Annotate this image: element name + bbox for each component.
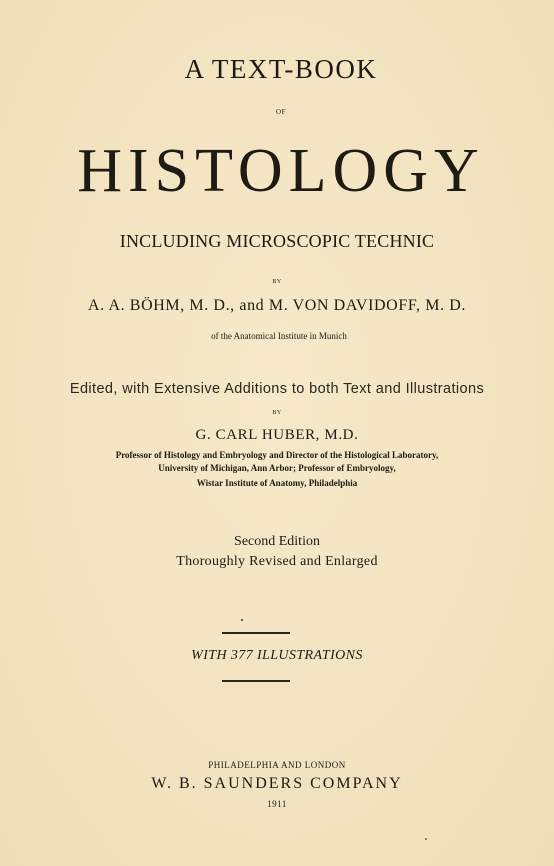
publisher-cities: PHILADELPHIA AND LONDON <box>208 760 346 770</box>
book-title: HISTOLOGY <box>77 137 485 205</box>
edition-note: Thoroughly Revised and Enlarged <box>176 554 378 569</box>
editor-credential: Wistar Institute of Anatomy, Philadelphia <box>196 478 358 488</box>
edition: Second Edition <box>234 534 320 549</box>
subtitle: INCLUDING MICROSCOPIC TECHNIC <box>119 231 435 251</box>
authors: A. A. BÖHM, M. D., and M. VON DAVIDOFF, M. D. <box>87 297 467 314</box>
by-label-editor: BY <box>272 410 282 416</box>
edited-line: Edited, with Extensive Additions to both Text and Illustrations <box>69 381 485 397</box>
affiliation: of the Anatomical Institute in Munich <box>211 331 347 341</box>
publication-year: 1911 <box>267 799 287 809</box>
pretitle: A TEXT-BOOK <box>184 54 378 84</box>
illustrations-note: WITH 377 ILLUSTRATIONS <box>191 648 363 663</box>
divider-rule-top <box>222 632 290 634</box>
by-label-authors: BY <box>272 279 282 285</box>
editor-name: G. CARL HUBER, M.D. <box>195 427 359 443</box>
editor-credential: University of Michigan, Ann Arbor; Professor of Embryology, <box>158 463 396 473</box>
ink-speck <box>241 619 243 621</box>
publisher-name: W. B. SAUNDERS COMPANY <box>151 775 403 792</box>
editor-credential: Professor of Histology and Embryology and Director of the Histological Laboratory, <box>115 450 439 460</box>
divider-rule-bottom <box>222 680 290 682</box>
ink-speck <box>425 838 427 840</box>
of-label: OF <box>276 108 286 116</box>
